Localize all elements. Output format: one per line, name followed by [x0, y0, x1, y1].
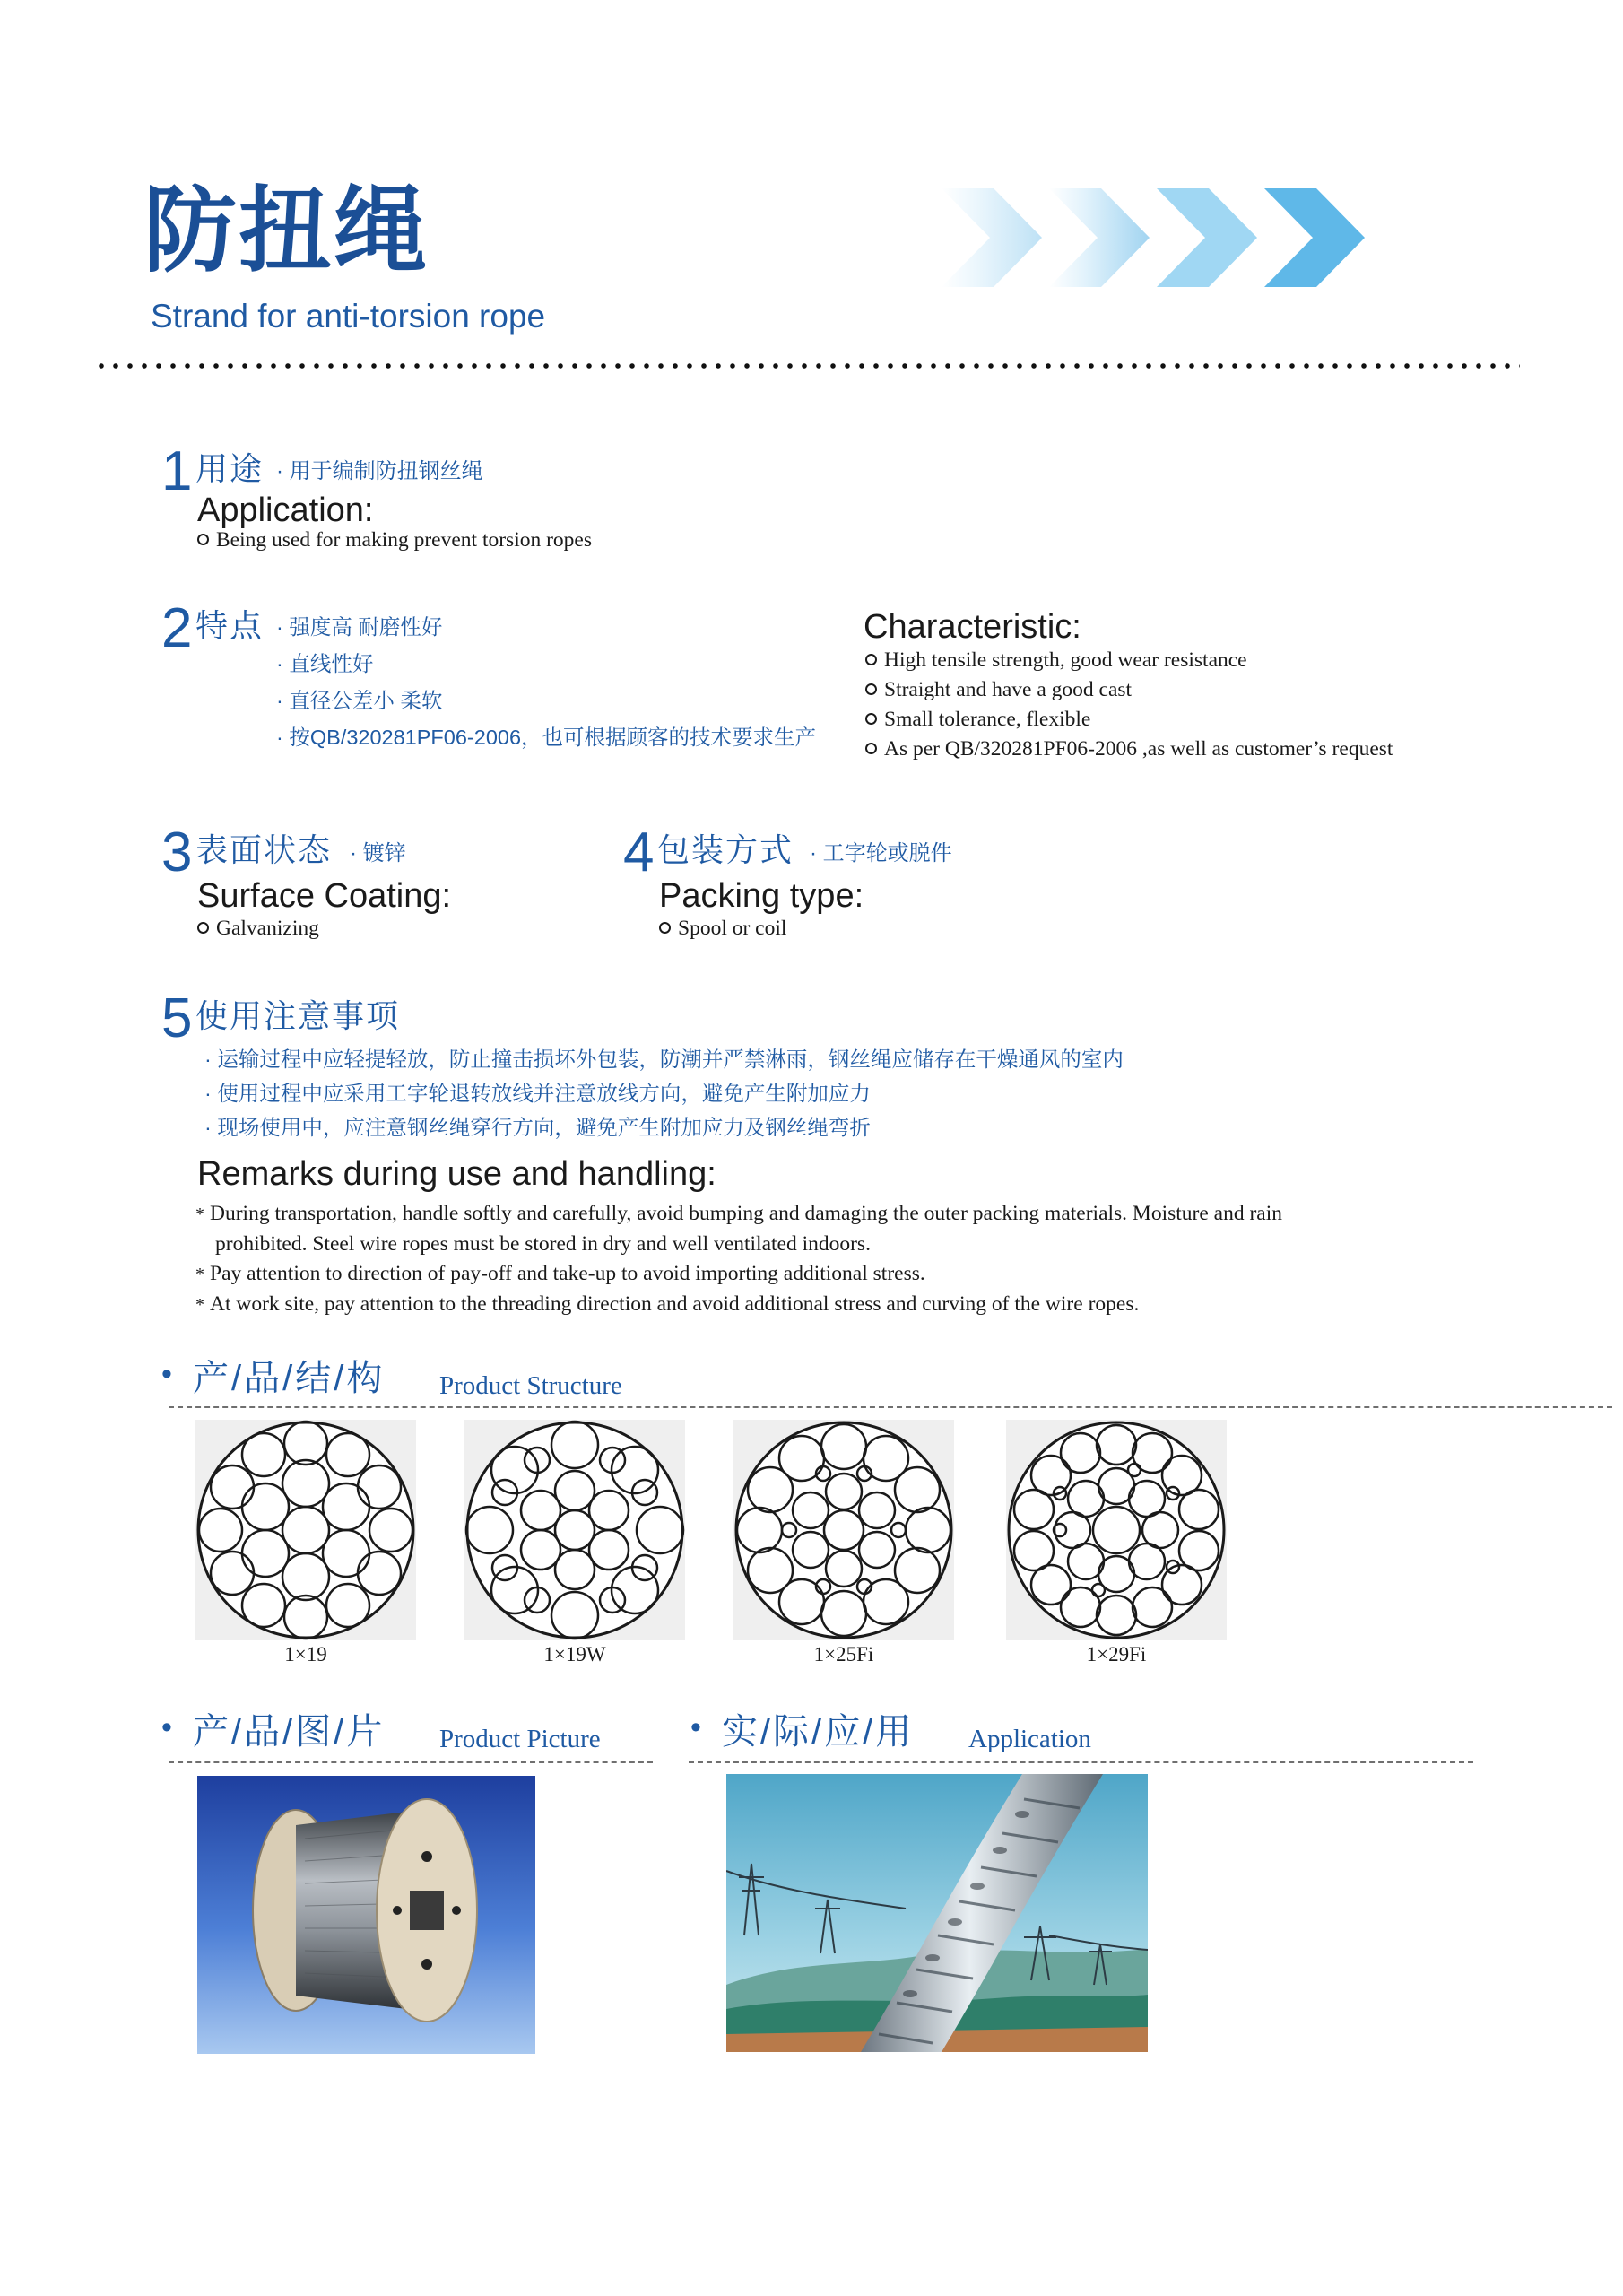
list-item: · 使用过程中应采用工字轮退转放线并注意放线方向，避免产生附加应力 [204, 1082, 871, 1105]
structure-label: 1×25Fi [813, 1643, 874, 1665]
section-4-text: Spool or coil [659, 918, 786, 940]
application-title-cn: 实/际/应/用 [722, 1712, 915, 1752]
list-item: Small tolerance, flexible [865, 705, 1393, 735]
list-item: · 现场使用中，应注意钢丝绳穿行方向，避免产生附加应力及钢丝绳弯折 [204, 1116, 871, 1139]
section-3-title-en: Surface Coating: [197, 877, 452, 915]
section-5-title-cn: 使用注意事项 [195, 997, 401, 1034]
section-2-number: 2 [161, 597, 193, 659]
section-5-list-en [195, 1199, 1282, 1320]
list-item: As per QB/320281PF06-2006 ,as well as customer’s request [865, 735, 1393, 764]
dashed-divider [169, 1406, 1612, 1408]
list-item: High tensile strength, good wear resistance [865, 646, 1393, 675]
application-title-en: Application [968, 1725, 1091, 1753]
page-title-cn: 防扭绳 [143, 175, 430, 285]
application-photo [726, 1774, 1148, 2052]
structure-title-cn: 产/品/结/构 [193, 1359, 386, 1398]
dashed-divider [689, 1761, 1473, 1763]
bullet-dot-icon: • [690, 1710, 701, 1744]
picture-title-cn: 产/品/图/片 [193, 1712, 386, 1752]
list-item: · 强度高 耐磨性好 [276, 615, 443, 639]
structure-diagram-1x25fi [733, 1420, 954, 1640]
structure-diagram-1x19w [464, 1420, 685, 1640]
circle-bullet-icon [197, 922, 209, 934]
section-5-number: 5 [161, 987, 193, 1049]
section-1-title-en: Application: [197, 491, 374, 529]
section-3-title-cn: 表面状态 [195, 831, 333, 868]
circle-bullet-icon [865, 743, 877, 754]
section-2-title-en: Characteristic: [864, 608, 1081, 646]
structure-label: 1×29Fi [1086, 1643, 1147, 1665]
structure-label: 1×19 [284, 1643, 327, 1665]
section-4-title-en: Packing type: [659, 877, 864, 915]
circle-bullet-icon [865, 683, 877, 695]
list-item: · 按QB/320281PF06-2006，也可根据顾客的技术要求生产 [276, 726, 817, 749]
dotted-divider [94, 362, 1520, 370]
section-4-number: 4 [623, 822, 655, 883]
section-3-note-cn: · 镀锌 [350, 841, 406, 865]
list-item: * During transportation, handle softly and carefully, avoid bumping and damaging the outer packing materials. Moisture and rain [195, 1202, 1282, 1225]
structure-label: 1×19W [543, 1643, 606, 1665]
circle-bullet-icon [197, 534, 209, 545]
structure-diagram-1x19 [195, 1420, 416, 1640]
star-bullet-icon: * [195, 1295, 204, 1315]
bullet-dot-icon: • [161, 1357, 172, 1391]
star-bullet-icon: * [195, 1205, 204, 1224]
circle-bullet-icon [865, 713, 877, 725]
section-3-text: Galvanizing [197, 918, 319, 940]
circle-bullet-icon [659, 922, 671, 934]
list-item: * At work site, pay attention to the threading direction and avoid additional stress and curving of the wire ropes. [195, 1292, 1140, 1316]
section-2-list-en [865, 646, 1393, 764]
list-item: prohibited. Steel wire ropes must be stored in dry and well ventilated indoors. [215, 1232, 871, 1256]
picture-title-en: Product Picture [439, 1725, 601, 1753]
section-1-title-cn: 用途 [195, 450, 265, 487]
section-1-number: 1 [161, 440, 193, 502]
product-photo [197, 1776, 535, 2054]
section-4-note-cn: · 工字轮或脱件 [810, 841, 952, 865]
section-3-number: 3 [161, 822, 193, 883]
section-1-note-cn: · 用于编制防扭钢丝绳 [276, 459, 483, 483]
list-item: · 直径公差小 柔软 [276, 689, 443, 712]
section-5-title-en: Remarks during use and handling: [197, 1155, 716, 1193]
structure-diagram-1x29fi [1006, 1420, 1227, 1640]
dashed-divider [169, 1761, 653, 1763]
page-title-en: Strand for anti-torsion rope [151, 298, 546, 335]
list-item: · 运输过程中应轻提轻放，防止撞击损坏外包装，防潮并严禁淋雨，钢丝绳应储存在干燥通风的室内 [204, 1048, 1124, 1071]
section-2-list-cn [276, 609, 816, 756]
section-1-text: Being used for making prevent torsion ropes [197, 530, 592, 552]
star-bullet-icon: * [195, 1265, 204, 1284]
list-item: · 直线性好 [276, 652, 374, 675]
circle-bullet-icon [865, 654, 877, 665]
list-item: Straight and have a good cast [865, 675, 1393, 705]
chevron-arrows-icon [942, 188, 1390, 287]
section-4-title-cn: 包装方式 [657, 831, 794, 868]
list-item: * Pay attention to direction of pay-off and take-up to avoid importing additional stress. [195, 1262, 925, 1285]
section-5-list-cn [204, 1042, 1124, 1144]
structure-title-en: Product Structure [439, 1371, 622, 1400]
section-2-title-cn: 特点 [195, 607, 265, 644]
bullet-dot-icon: • [161, 1710, 172, 1744]
